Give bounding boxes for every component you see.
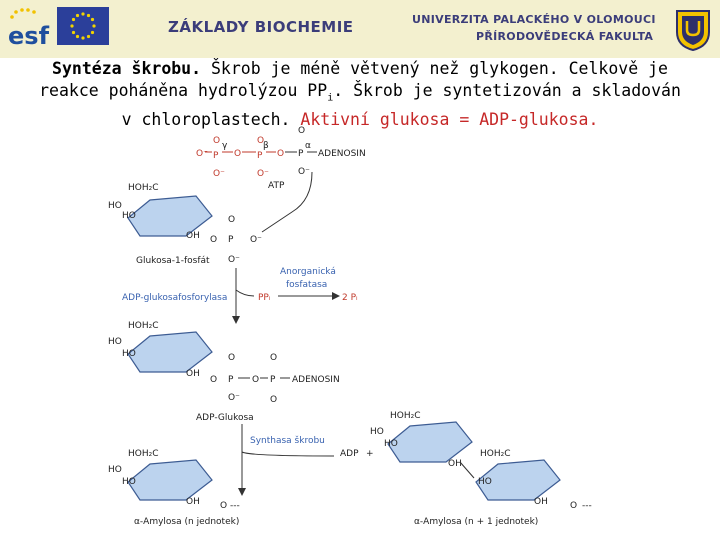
- svg-text:O⁻: O⁻: [250, 235, 262, 245]
- svg-text:HOH₂C: HOH₂C: [128, 321, 159, 331]
- svg-text:HOH₂C: HOH₂C: [390, 411, 421, 421]
- svg-text:OH: OH: [186, 369, 200, 379]
- svg-text:---: ---: [582, 501, 592, 511]
- svg-text:O: O: [234, 149, 242, 159]
- svg-text:γ: γ: [222, 141, 228, 151]
- svg-text:HO: HO: [122, 477, 136, 487]
- svg-text:O: O: [277, 149, 285, 159]
- svg-text:O⁻: O⁻: [213, 169, 225, 179]
- svg-text:P: P: [228, 235, 234, 245]
- svg-text:HO: HO: [370, 427, 384, 437]
- svg-text:Synthasa škrobu: Synthasa škrobu: [250, 436, 325, 446]
- svg-text:β: β: [263, 141, 269, 151]
- svg-text:HO: HO: [122, 349, 136, 359]
- active-glucose-note: Aktivní glukosa = ADP-glukosa.: [300, 110, 599, 130]
- svg-text:O: O: [270, 395, 278, 405]
- svg-text:HO: HO: [108, 465, 122, 475]
- svg-text:ADENOSIN: ADENOSIN: [318, 149, 366, 159]
- amylose-n1-structure: [370, 411, 592, 527]
- svg-text:HOH₂C: HOH₂C: [128, 449, 159, 459]
- svg-text:HO: HO: [122, 211, 136, 221]
- amylose-n-structure: [108, 449, 240, 527]
- heading: Syntéza škrobu.: [52, 59, 202, 78]
- svg-text:HOH₂C: HOH₂C: [128, 183, 159, 193]
- svg-text:fosfatasa: fosfatasa: [286, 280, 328, 290]
- text-line-2: reakce poháněna hydrolýzou $PP_i$. Škrob je syntetizován a skladován: [39, 81, 681, 104]
- svg-text:O⁻: O⁻: [228, 255, 240, 265]
- svg-text:O: O: [228, 215, 236, 225]
- svg-text:PPᵢ: PPᵢ: [258, 293, 271, 303]
- svg-text:O: O: [210, 235, 218, 245]
- svg-text:esf: esf: [8, 22, 50, 50]
- svg-text:+: +: [366, 449, 374, 459]
- svg-text:α-Amylosa (n + 1 jednotek): α-Amylosa (n + 1 jednotek): [414, 517, 539, 527]
- svg-text:HO: HO: [478, 477, 492, 487]
- course-title: ZÁKLADY BIOCHEMIE: [168, 18, 354, 36]
- svg-text:Anorganická: Anorganická: [280, 267, 336, 277]
- svg-text:ADP: ADP: [340, 449, 359, 459]
- svg-text:HOH₂C: HOH₂C: [480, 449, 511, 459]
- svg-text:HO: HO: [108, 337, 122, 347]
- svg-text:P: P: [228, 375, 234, 385]
- atp-structure: [196, 126, 366, 232]
- svg-text:HO: HO: [384, 439, 398, 449]
- svg-text:O: O: [298, 126, 306, 136]
- faculty-name: PŘÍRODOVĚDECKÁ FAKULTA: [476, 30, 654, 43]
- svg-text:O⁻: O⁻: [228, 393, 240, 403]
- svg-text:OH: OH: [448, 459, 462, 469]
- svg-text:P: P: [257, 151, 263, 161]
- svg-text:HO: HO: [108, 201, 122, 211]
- svg-text:ATP: ATP: [268, 181, 285, 191]
- svg-text:O: O: [210, 375, 218, 385]
- svg-text:O: O: [252, 375, 260, 385]
- glucose-1-phosphate-structure: [108, 183, 262, 266]
- svg-text:OH: OH: [534, 497, 548, 507]
- svg-text:P: P: [213, 151, 219, 161]
- svg-text:P: P: [298, 149, 304, 159]
- university-name: UNIVERZITA PALACKÉHO V OLOMOUCI: [412, 13, 656, 26]
- svg-text:OH: OH: [186, 231, 200, 241]
- svg-text:O: O: [228, 353, 236, 363]
- svg-text:O⁻: O⁻: [298, 167, 310, 177]
- svg-text:O: O: [257, 136, 265, 146]
- text-line-3: v chloroplastech. Aktivní glukosa = ADP-glukosa.: [121, 110, 599, 130]
- svg-text:OH: OH: [186, 497, 200, 507]
- svg-text:ADP-Glukosa: ADP-Glukosa: [196, 413, 254, 423]
- svg-text:---: ---: [230, 501, 240, 511]
- svg-text:ADENOSIN: ADENOSIN: [292, 375, 340, 385]
- svg-text:α: α: [305, 141, 311, 151]
- text-line-1: Syntéza škrobu. Škrob je méně větvený než glykogen. Celkově je: [52, 59, 668, 78]
- svg-text:O⁻: O⁻: [257, 169, 269, 179]
- svg-text:ADP-glukosafosforylasa: ADP-glukosafosforylasa: [122, 293, 228, 303]
- svg-text:O: O: [570, 501, 578, 511]
- svg-text:2 Pᵢ: 2 Pᵢ: [342, 293, 358, 303]
- svg-text:O: O: [213, 136, 221, 146]
- svg-text:O⁻: O⁻: [196, 149, 208, 159]
- svg-text:O: O: [270, 353, 278, 363]
- svg-text:P: P: [270, 375, 276, 385]
- svg-text:Glukosa-1-fosfát: Glukosa-1-fosfát: [136, 256, 210, 266]
- svg-text:α-Amylosa (n jednotek): α-Amylosa (n jednotek): [134, 517, 240, 527]
- adp-glucose-structure: [108, 321, 340, 423]
- svg-text:O: O: [220, 501, 228, 511]
